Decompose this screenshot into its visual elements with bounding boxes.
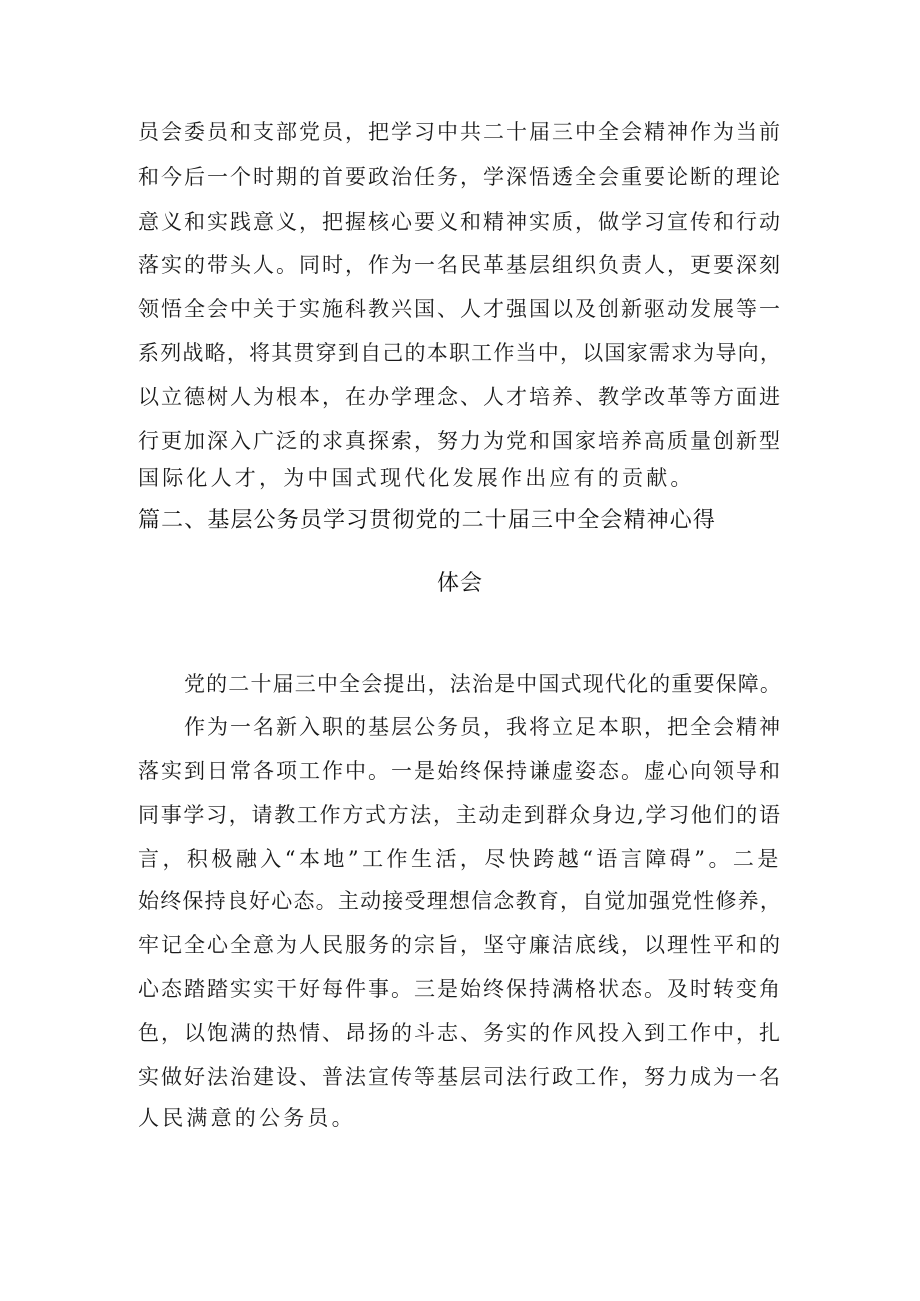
paragraph-line: 意义和实践意义，把握核心要义和精神实质，做学习宣传和行动 [138,210,782,234]
paragraph-line: 以立德树人为根本，在办学理念、人才培养、教学改革等方面进 [138,385,782,409]
section-heading-continuation: 体会 [437,571,484,596]
paragraph-line: 同事学习，请教工作方式方法，主动走到群众身边,学习他们的语 [138,803,782,827]
paragraph-line: 党的二十届三中全会提出，法治是中国式现代化的重要保障。 [184,672,783,696]
paragraph-line: 言，积极融入“本地”工作生活，尽快跨越“语言障碍”。二是 [138,847,782,871]
paragraph-line: 色，以饱满的热情、昂扬的斗志、务实的作风投入到工作中，扎 [138,1021,782,1045]
paragraph-line: 始终保持良好心态。主动接受理想信念教育，自觉加强党性修养， [138,889,783,913]
section-heading: 篇二、基层公务员学习贯彻党的二十届三中全会精神心得 [138,508,717,533]
paragraph-line: 人民满意的公务员。 [138,1106,356,1130]
paragraph-line: 员会委员和支部党员，把学习中共二十届三中全会精神作为当前 [138,120,782,144]
paragraph-line: 落实的带头人。同时，作为一名民革基层组织负责人，更要深刻 [138,253,782,277]
paragraph-line: 领悟全会中关于实施科教兴国、人才强国以及创新驱动发展等一 [138,297,782,321]
paragraph-line: 实做好法治建设、普法宣传等基层司法行政工作，努力成为一名 [138,1065,782,1089]
paragraph-line: 系列战略，将其贯穿到自己的本职工作当中，以国家需求为导向， [138,341,783,365]
paragraph-line: 国际化人才，为中国式现代化发展作出应有的贡献。 [138,466,695,490]
paragraph-line: 落实到日常各项工作中。一是始终保持谦虚姿态。虚心向领导和 [138,759,782,783]
paragraph-line: 牢记全心全意为人民服务的宗旨，坚守廉洁底线，以理性平和的 [138,933,782,957]
paragraph-line: 和今后一个时期的首要政治任务，学深悟透全会重要论断的理论 [138,165,782,189]
paragraph-line: 心态踏踏实实干好每件事。三是始终保持满格状态。及时转变角 [138,977,782,1001]
paragraph-line: 作为一名新入职的基层公务员，我将立足本职，把全会精神 [184,715,782,739]
paragraph-line: 行更加深入广泛的求真探索，努力为党和国家培养高质量创新型 [138,429,782,453]
